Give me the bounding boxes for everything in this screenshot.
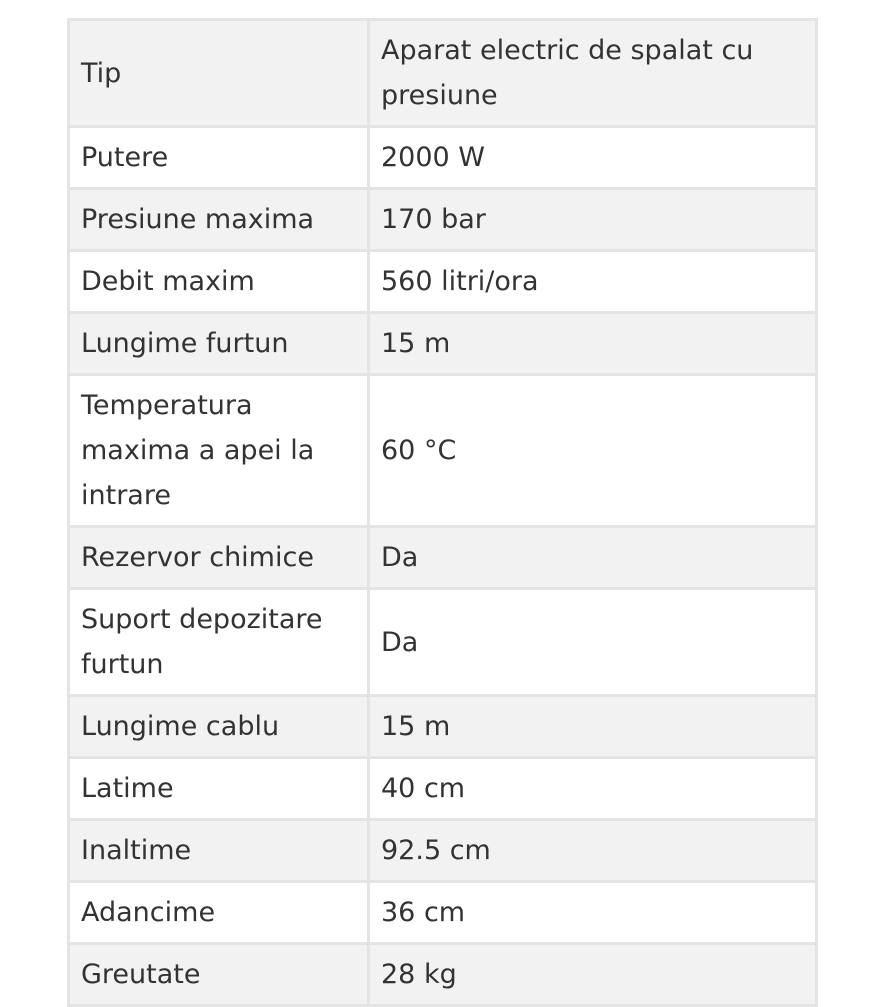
row-value: 2000 W [369,127,817,189]
table-row-putere [69,127,817,189]
spec-table [67,18,818,1007]
row-value: 560 litri/ora [369,251,817,313]
row-label: Debit maxim [69,251,369,313]
table-row-debit-maxim [69,251,817,313]
row-label: Lungime furtun [69,313,369,375]
row-value: 15 m [369,313,817,375]
row-label: Latime [69,758,369,820]
row-label: Rezervor chimice [69,527,369,589]
row-label: Tip [69,20,369,127]
table-row-temperatura [69,375,817,527]
row-value: Aparat electric de spalat cu presiune [369,20,817,127]
row-value: Da [369,589,817,696]
row-value: 40 cm [369,758,817,820]
spec-table-body [69,20,817,1006]
row-label: Putere [69,127,369,189]
table-row-presiune-maxima [69,189,817,251]
row-label: Inaltime [69,820,369,882]
row-label: Presiune maxima [69,189,369,251]
table-row-latime [69,758,817,820]
row-label: Lungime cablu [69,696,369,758]
table-row-suport-depozitare [69,589,817,696]
row-value: 60 °C [369,375,817,527]
table-row-lungime-cablu [69,696,817,758]
row-label: Suport depozitare furtun [69,589,369,696]
row-label: Adancime [69,882,369,944]
table-row-adancime [69,882,817,944]
row-label: Greutate [69,944,369,1006]
row-value: Da [369,527,817,589]
table-row-tip [69,20,817,127]
table-row-rezervor-chimice [69,527,817,589]
row-value: 92.5 cm [369,820,817,882]
table-row-lungime-furtun [69,313,817,375]
row-value: 170 bar [369,189,817,251]
row-value: 28 kg [369,944,817,1006]
row-value: 15 m [369,696,817,758]
table-row-inaltime [69,820,817,882]
row-label: Temperatura maxima a apei la intrare [69,375,369,527]
table-row-greutate [69,944,817,1006]
row-value: 36 cm [369,882,817,944]
